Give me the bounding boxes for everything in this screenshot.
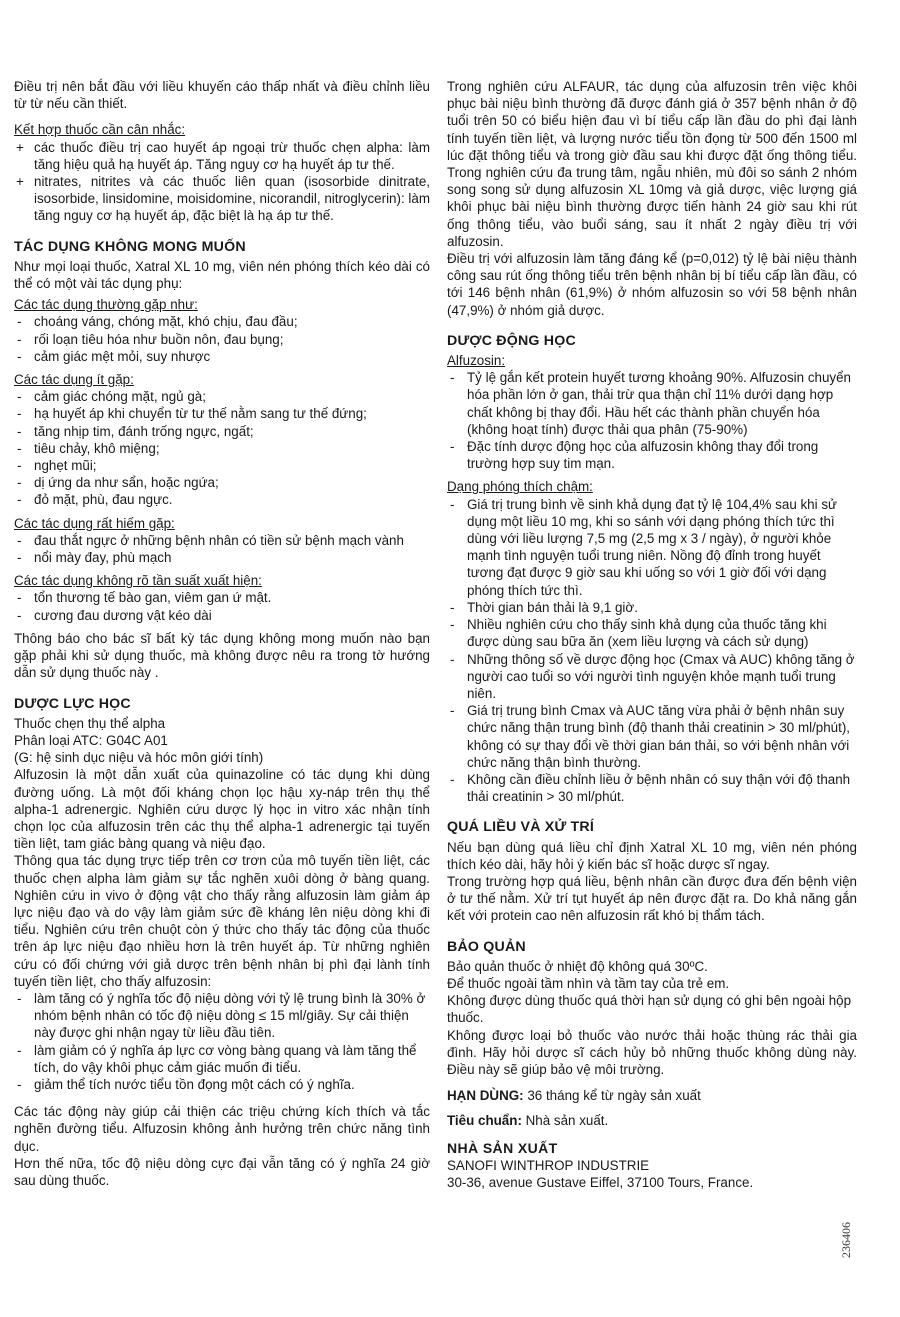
overdose-paragraph-2: Trong trường hợp quá liều, bệnh nhân cần được đưa đến bệnh viện ở tư thế nằm. Xử trí tụt huyết áp nên được đặt ra. Do khả năng gắn kết với protein cao nên alfuzosin rất khó bị thẩm tách. bbox=[447, 873, 857, 924]
storage-line-4: Không được loại bỏ thuốc vào nước thải hoặc thùng rác thải gia đình. Hãy hỏi dược sĩ cách hủy bỏ những thuốc không dùng này. Điều này sẽ giúp bảo vệ môi trường. bbox=[447, 1027, 857, 1077]
list-item: - choáng váng, chóng mặt, khó chịu, đau đầu; bbox=[14, 313, 430, 330]
right-column bbox=[447, 78, 857, 1191]
standard bbox=[447, 1112, 857, 1129]
drug-combination-list bbox=[14, 139, 430, 225]
left-column bbox=[14, 78, 430, 1189]
alfuzosin-pk-list bbox=[447, 369, 857, 472]
shelf-life-value: 36 tháng kể từ ngày sản xuất bbox=[523, 1088, 701, 1104]
list-item: - cảm giác chóng mặt, ngủ gà; bbox=[14, 388, 430, 405]
list-item: - giảm thể tích nước tiểu tồn đọng một cách có ý nghĩa. bbox=[14, 1076, 430, 1093]
shelf-life bbox=[447, 1087, 857, 1104]
pd-effects-list bbox=[14, 990, 430, 1093]
uncommon-effects-heading: Các tác dụng ít gặp: bbox=[14, 372, 134, 388]
list-item: - Những thông số về dược động học (Cmax và AUC) không tăng ở người cao tuổi so với người tình nguyện khỏe mạnh tuổi trung niên. bbox=[447, 651, 857, 703]
storage-line-2: Để thuốc ngoài tầm nhìn và tầm tay của trẻ em. bbox=[447, 975, 730, 991]
storage-title: BẢO QUẢN bbox=[447, 938, 526, 955]
uncommon-effects-list bbox=[14, 388, 430, 508]
unknown-frequency-heading: Các tác dụng không rõ tần suất xuất hiện: bbox=[14, 573, 262, 589]
standard-label: Tiêu chuẩn: bbox=[447, 1113, 522, 1129]
drug-combination-heading: Kết hợp thuốc cần cân nhắc: bbox=[14, 122, 186, 138]
list-item: - Không cần điều chỉnh liều ở bệnh nhân có suy thận với độ thanh thải creatinin > 30 ml/phút. bbox=[447, 771, 857, 805]
drug-class: Thuốc chẹn thụ thể alpha bbox=[14, 715, 166, 731]
list-item: - làm giảm có ý nghĩa áp lực cơ vòng bàng quang và làm tăng thể tích, do vậy khôi phục cảm giác muốn đi tiểu. bbox=[14, 1042, 430, 1076]
list-item: - làm tăng có ý nghĩa tốc độ niệu dòng với tỷ lệ trung bình là 30% ở nhóm bệnh nhân có tốc độ niệu dòng ≤ 15 ml/giây. Sự cải thiện này được ghi nhận ngay từ liều đầu tiên. bbox=[14, 990, 430, 1042]
overdose-paragraph-1: Nếu bạn dùng quá liều chỉ định Xatral XL 10 mg, viên nén phóng thích kéo dài, hãy hỏi ý kiến bác sĩ hoặc dược sĩ ngay. bbox=[447, 839, 857, 872]
list-item: - Giá trị trung bình Cmax và AUC tăng vừa phải ở bệnh nhân suy chức năng thận trung bình (độ thanh thải creatinin > 30 ml/phút), không có sự thay đổi về thời gian bán thải, so với bệnh nhân với chức năng thận bình thường. bbox=[447, 702, 857, 771]
list-item: + các thuốc điều trị cao huyết áp ngoại trừ thuốc chẹn alpha: làm tăng hiệu quả hạ huyết áp. Tăng nguy cơ hạ huyết áp tư thế. bbox=[14, 139, 430, 173]
pharmacokinetics-title: DƯỢC ĐỘNG HỌC bbox=[447, 332, 576, 349]
list-item: - Tỷ lệ gắn kết protein huyết tương khoảng 90%. Alfuzosin chuyển hóa phần lớn ở gan, thải trừ qua thận chỉ 11% dưới dạng hợp chất không bị thay đổi. Hầu hết các thành phần chuyển hóa (không hoạt tính) được thải qua phân (75-90%) bbox=[447, 369, 857, 438]
alfaur-paragraph-2: Điều trị với alfuzosin làm tăng đáng kể (p=0,012) tỷ lệ bài niệu thành công sau rút ống thông tiểu trên bệnh nhân bị bí tiểu cấp lần đầu, có tới 146 bệnh nhân (61,9%) ở nhóm alfuzosin so với 58 bệnh nhân (47,9%) ở nhóm giả dược. bbox=[447, 251, 857, 318]
pd-paragraph-3: Các tác động này giúp cải thiện các triệu chứng kích thích và tắc nghẽn đường tiểu. Alfuzosin không ảnh hưởng trên chức năng tình dục. bbox=[14, 1104, 430, 1154]
manufacturer-address: 30-36, avenue Gustave Eiffel, 37100 Tours, France. bbox=[447, 1174, 754, 1190]
storage-line-3: Không được dùng thuốc quá thời hạn sử dụng có ghi bên ngoài hộp thuốc. bbox=[447, 993, 852, 1026]
report-notice: Thông báo cho bác sĩ bất kỳ tác dụng không mong muốn nào bạn gặp phải khi sử dụng thuốc, mà không được nêu ra trong tờ hướng dẫn sử dụng thuốc này . bbox=[14, 630, 430, 681]
side-effects-title: TÁC DỤNG KHÔNG MONG MUỐN bbox=[14, 238, 246, 255]
list-item: - Nhiều nghiên cứu cho thấy sinh khả dụng của thuốc tăng khi được dùng sau bữa ăn (xem liều lượng và cách sử dụng) bbox=[447, 616, 857, 650]
alfaur-paragraph-1: Trong nghiên cứu ALFAUR, tác dụng của alfuzosin trên việc khôi phục bài niệu bình thường đã được đánh giá ở 357 bệnh nhân ở độ tuổi trên 50 có biểu hiện đau vì bí tiểu cấp lần đầu do phì đại lành tính tuyến tiền liệt, và lượng nước tiểu tồn đọng từ 500 đến 1500 ml lúc đặt thông tiểu và trong giờ đầu sau khi được đặt ống thông tiểu. Trong nghiên cứu đa trung tâm, ngẫu nhiên, mù đôi so sánh 2 nhóm song song sử dụng alfuzosin XL 10mg và giả dược, việc lượng giá khôi phục bài niệu bình thường được tiến hành 24 giờ sau khi rút ống thông tiểu, vào buổi sáng, sau ít nhất 2 ngày điều trị với alfuzosin. bbox=[447, 79, 857, 249]
list-item: - tiêu chảy, khô miệng; bbox=[14, 440, 430, 457]
atc-note: (G: hệ sinh dục niệu và hóc môn giới tính) bbox=[14, 750, 264, 766]
list-item: - Giá trị trung bình về sinh khả dụng đạt tỷ lệ 104,4% sau khi sử dụng một liều 10 mg, khi so sánh với dạng phóng thích tức thì dùng với liều lượng 7,5 mg (2,5 mg x 3 / ngày), ở người khỏe mạnh tình nguyện tuổi trung niên. Nồng độ đỉnh trong huyết tương đạt được 9 giờ sau khi uống so với 1 giờ đối với dạng phóng thích tức thì. bbox=[447, 496, 857, 599]
common-effects-heading: Các tác dụng thường gặp như: bbox=[14, 297, 198, 313]
storage-line-1: Bảo quản thuốc ở nhiệt độ không quá 30ºC. bbox=[447, 958, 708, 974]
extended-release-heading: Dạng phóng thích chậm: bbox=[447, 479, 593, 495]
list-item: - tăng nhịp tim, đánh trống ngực, ngất; bbox=[14, 423, 430, 440]
unknown-frequency-list bbox=[14, 589, 430, 623]
list-item: - cảm giác mệt mỏi, suy nhược bbox=[14, 348, 430, 365]
pd-paragraph-1: Alfuzosin là một dẫn xuất của quinazoline có tác dụng khi dùng đường uống. Là một đối kháng chọn lọc hậu xy-náp trên thụ thể alpha-1 adrenergic. Nghiên cứu dược lý học in vitro xác nhận tính chọn lọc của alfuzosin trên các thụ thể alpha-1 adrenergic tại tuyến tiền liệt, tam giác bàng quang và niệu đạo. bbox=[14, 767, 430, 852]
list-item: - Thời gian bán thải là 9,1 giờ. bbox=[447, 599, 857, 616]
list-item: + nitrates, nitrites và các thuốc liên quan (isosorbide dinitrate, isosorbide, linsidomine, moisidomine, nicorandil, nitroglycerin): làm tăng nguy cơ hạ huyết áp, đặc biệt là hạ áp tư thế. bbox=[14, 173, 430, 225]
list-item: - rối loạn tiêu hóa như buồn nôn, đau bụng; bbox=[14, 331, 430, 348]
manufacturer-title: NHÀ SẢN XUẤT bbox=[447, 1139, 558, 1156]
overdose-title: QUÁ LIỀU VÀ XỬ TRÍ bbox=[447, 819, 595, 836]
list-item: - cương đau dương vật kéo dài bbox=[14, 607, 430, 624]
alfuzosin-heading: Alfuzosin: bbox=[447, 353, 506, 369]
list-item: - tổn thương tế bào gan, viêm gan ứ mật. bbox=[14, 589, 430, 606]
list-item: - dị ứng da như sẩn, hoặc ngứa; bbox=[14, 474, 430, 491]
list-item: - Đặc tính dược động học của alfuzosin không thay đổi trong trường hợp suy tim mạn. bbox=[447, 438, 857, 472]
list-item: - nghẹt mũi; bbox=[14, 457, 430, 474]
standard-value: Nhà sản xuất. bbox=[521, 1113, 609, 1129]
pd-paragraph-4: Hơn thế nữa, tốc độ niệu dòng cực đại vẫn tăng có ý nghĩa 24 giờ sau dùng thuốc. bbox=[14, 1155, 430, 1188]
atc-classification: Phân loại ATC: G04C A01 bbox=[14, 732, 168, 748]
list-item: - đau thắt ngực ở những bệnh nhân có tiền sử bệnh mạch vành bbox=[14, 532, 430, 549]
list-item: - đỏ mặt, phù, đau ngực. bbox=[14, 491, 430, 508]
rare-effects-heading: Các tác dụng rất hiếm gặp: bbox=[14, 515, 175, 531]
document-code: 236406 bbox=[839, 1222, 853, 1258]
common-effects-list bbox=[14, 313, 430, 365]
list-item: - hạ huyết áp khi chuyển từ tư thế nằm sang tư thế đứng; bbox=[14, 405, 430, 422]
manufacturer-name: SANOFI WINTHROP INDUSTRIE bbox=[447, 1157, 650, 1173]
pharmacodynamics-title: DƯỢC LỰC HỌC bbox=[14, 695, 131, 712]
dosage-intro: Điều trị nên bắt đầu với liều khuyến cáo thấp nhất và điều chỉnh liều từ từ nếu cần thiết. bbox=[14, 79, 430, 112]
shelf-life-label: HẠN DÙNG: bbox=[447, 1088, 524, 1104]
pd-paragraph-2: Thông qua tác dụng trực tiếp trên cơ trơn của mô tuyến tiền liệt, các thuốc chẹn alpha làm giảm sự tắc nghẽn xuôi dòng ở bàng quang. Nghiên cứu in vivo ở động vật cho thấy rằng alfuzosin làm giảm áp lực niệu đạo và do vậy làm giảm sức đề kháng lên niệu dòng khi đi tiểu. Nghiên cứu trên chuột còn ý thức cho thấy tác động của thuốc trên áp lực niệu đạo nhiều hơn là trên huyết áp. Từ những nghiên cứu có đối chứng với giả dược trên bệnh nhân bị phì đại lành tính tuyến tiền liệt, cho thấy alfuzosin: bbox=[14, 853, 430, 989]
list-item: - nổi mày đay, phù mạch bbox=[14, 549, 430, 566]
side-effects-intro: Như mọi loại thuốc, Xatral XL 10 mg, viên nén phóng thích kéo dài có thể có một vài tác dụng phụ: bbox=[14, 258, 430, 292]
rare-effects-list bbox=[14, 532, 430, 566]
extended-release-list bbox=[447, 496, 857, 806]
